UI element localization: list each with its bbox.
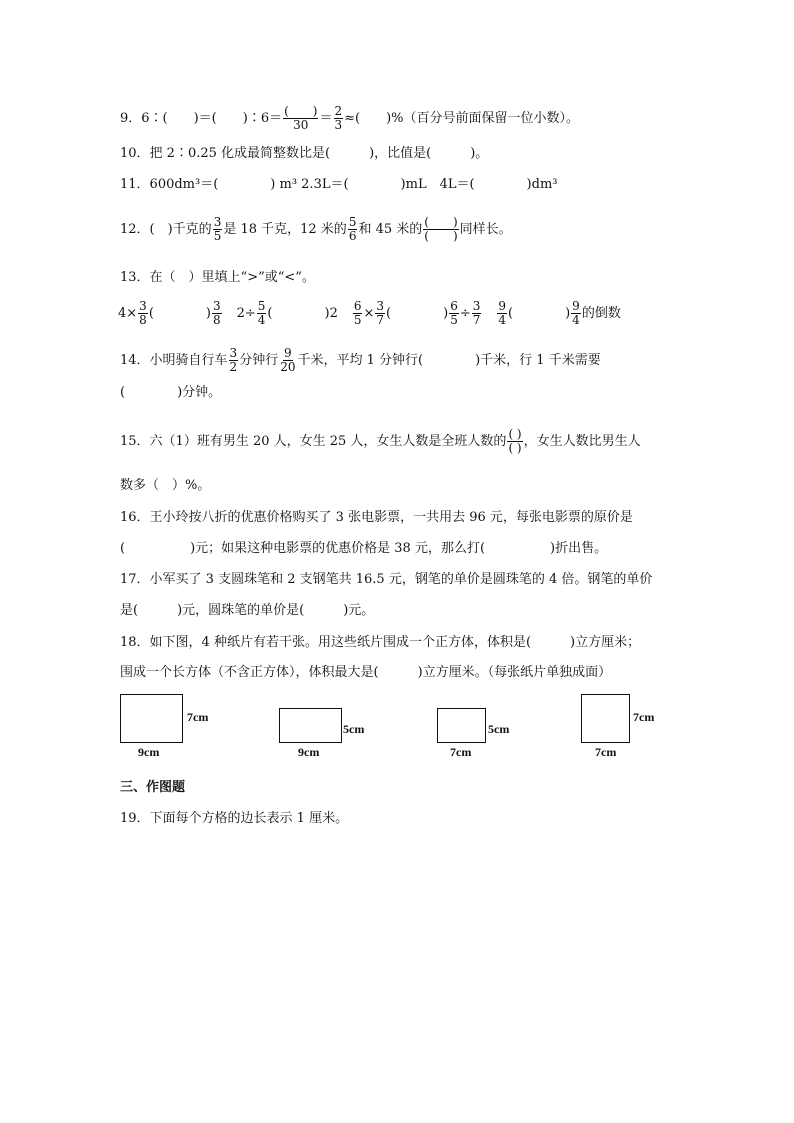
rect-width-label: 9cm — [298, 745, 320, 759]
rect-width-label: 9cm — [138, 745, 160, 759]
fraction-blank: $\frac{( )}{( )}$ — [508, 427, 522, 455]
fraction: $\frac{3}{5}$ — [213, 215, 222, 243]
rect-width-label: 7cm — [595, 745, 617, 759]
question-19: 19．下面每个方格的边长表示 1 厘米。 — [120, 811, 349, 826]
paper-rect-9x5 — [279, 708, 342, 743]
fraction: $\frac{3}{8}$ — [139, 299, 147, 327]
fraction: $\frac{3}{7}$ — [472, 299, 481, 327]
question-15: 15．六（1）班有男生 20 人，女生 25 人，女生人数是全班人数的 $\frac{( )}{( )}$ ，女生人数比男生人 — [120, 427, 641, 455]
question-9: 9．6∶( )＝( )∶6＝ $\frac{( )}{30}$ ＝ $\frac{2}{3}$ ≈( )%（百分号前面保留一位小数）。 — [120, 104, 580, 132]
paper-rect-7x5 — [437, 708, 486, 743]
paper-square-7x7 — [581, 694, 630, 743]
question-18-line2: 围成一个长方体（不含正方体），体积最大是( )立方厘米。（每张纸片单独成面） — [120, 665, 612, 680]
rect-height-label: 5cm — [488, 722, 510, 736]
question-16: 16．王小玲按八折的优惠价格购买了 3 张电影票，一共用去 96 元，每张电影票的原价是 — [120, 510, 633, 525]
question-10: 10．把 2∶0.25 化成最简整数比是( )，比值是( )。 — [120, 146, 489, 161]
question-18: 18．如下图，4 种纸片有若干张。用这些纸片围成一个正方体，体积是( )立方厘米； — [120, 635, 641, 650]
fraction-blank: $\frac{( )}{( )}$ — [424, 215, 458, 243]
fraction: $\frac{5}{6}$ — [348, 215, 357, 243]
fraction: $\frac{5}{4}$ — [257, 299, 266, 327]
question-16-line2: ( )元；如果这种电影票的优惠价格是 38 元，那么打( )折出售。 — [120, 541, 608, 556]
rect-height-label: 7cm — [633, 710, 655, 724]
question-17: 17．小军买了 3 支圆珠笔和 2 支钢笔共 16.5 元，钢笔的单价是圆珠笔的 4 倍。钢笔的单价 — [120, 572, 653, 587]
fraction: $\frac{9}{4}$ — [498, 299, 507, 327]
question-12: 12．( )千克的 $\frac{3}{5}$ 是 18 千克，12 米的 $\frac{5}{6}$ 和 45 米的 $\frac{( )}{( )}$ 同样长。 — [120, 215, 512, 243]
fraction: $\frac{6}{5}$ — [353, 299, 362, 327]
fraction: $\frac{9}{4}$ — [572, 299, 580, 327]
rect-height-label: 7cm — [187, 710, 209, 724]
fraction: $\frac{9}{20}$ — [280, 346, 296, 374]
fraction: $\frac{3}{7}$ — [376, 299, 385, 327]
fraction: $\frac{( )}{30}$ — [284, 104, 318, 132]
question-14: 14．小明骑自行车 $\frac{3}{2}$ 分钟行 $\frac{9}{20}$ 千米，平均 1 分钟行( )千米，行 1 千米需要 — [120, 346, 601, 374]
fraction: $\frac{2}{3}$ — [334, 104, 343, 132]
question-11: 11．600dm³＝( ) m³ 2.3L＝( )mL 4L＝( )dm³ — [120, 177, 558, 192]
rect-width-label: 7cm — [450, 745, 472, 759]
paper-rect-9x7 — [120, 694, 183, 743]
fraction: $\frac{3}{8}$ — [212, 299, 221, 327]
question-17-line2: 是( )元，圆珠笔的单价是( )元。 — [120, 603, 375, 618]
question-13-title: 13．在（ ）里填上“>”或“<”。 — [120, 270, 315, 285]
rect-height-label: 5cm — [343, 722, 365, 736]
question-14-line2: ( )分钟。 — [120, 385, 222, 400]
section-heading: 三、作图题 — [120, 780, 186, 795]
fraction: $\frac{6}{5}$ — [450, 299, 458, 327]
question-15-line2: 数多（ ）%。 — [120, 478, 211, 493]
question-13-items: 4× $\frac{3}{8}$ ( ) $\frac{3}{8}$ 2÷ $\frac{5}{4}$ ( )2 $\frac{6}{5}$ × $\frac{3}{7}$ ( ) $\frac{6}{5}$ ÷ $\frac{3}{7}$ $\frac{9}{4}$ ( ) $\frac{9}{4}$ 的倒数 — [118, 299, 621, 327]
fraction: $\frac{3}{2}$ — [229, 346, 238, 374]
